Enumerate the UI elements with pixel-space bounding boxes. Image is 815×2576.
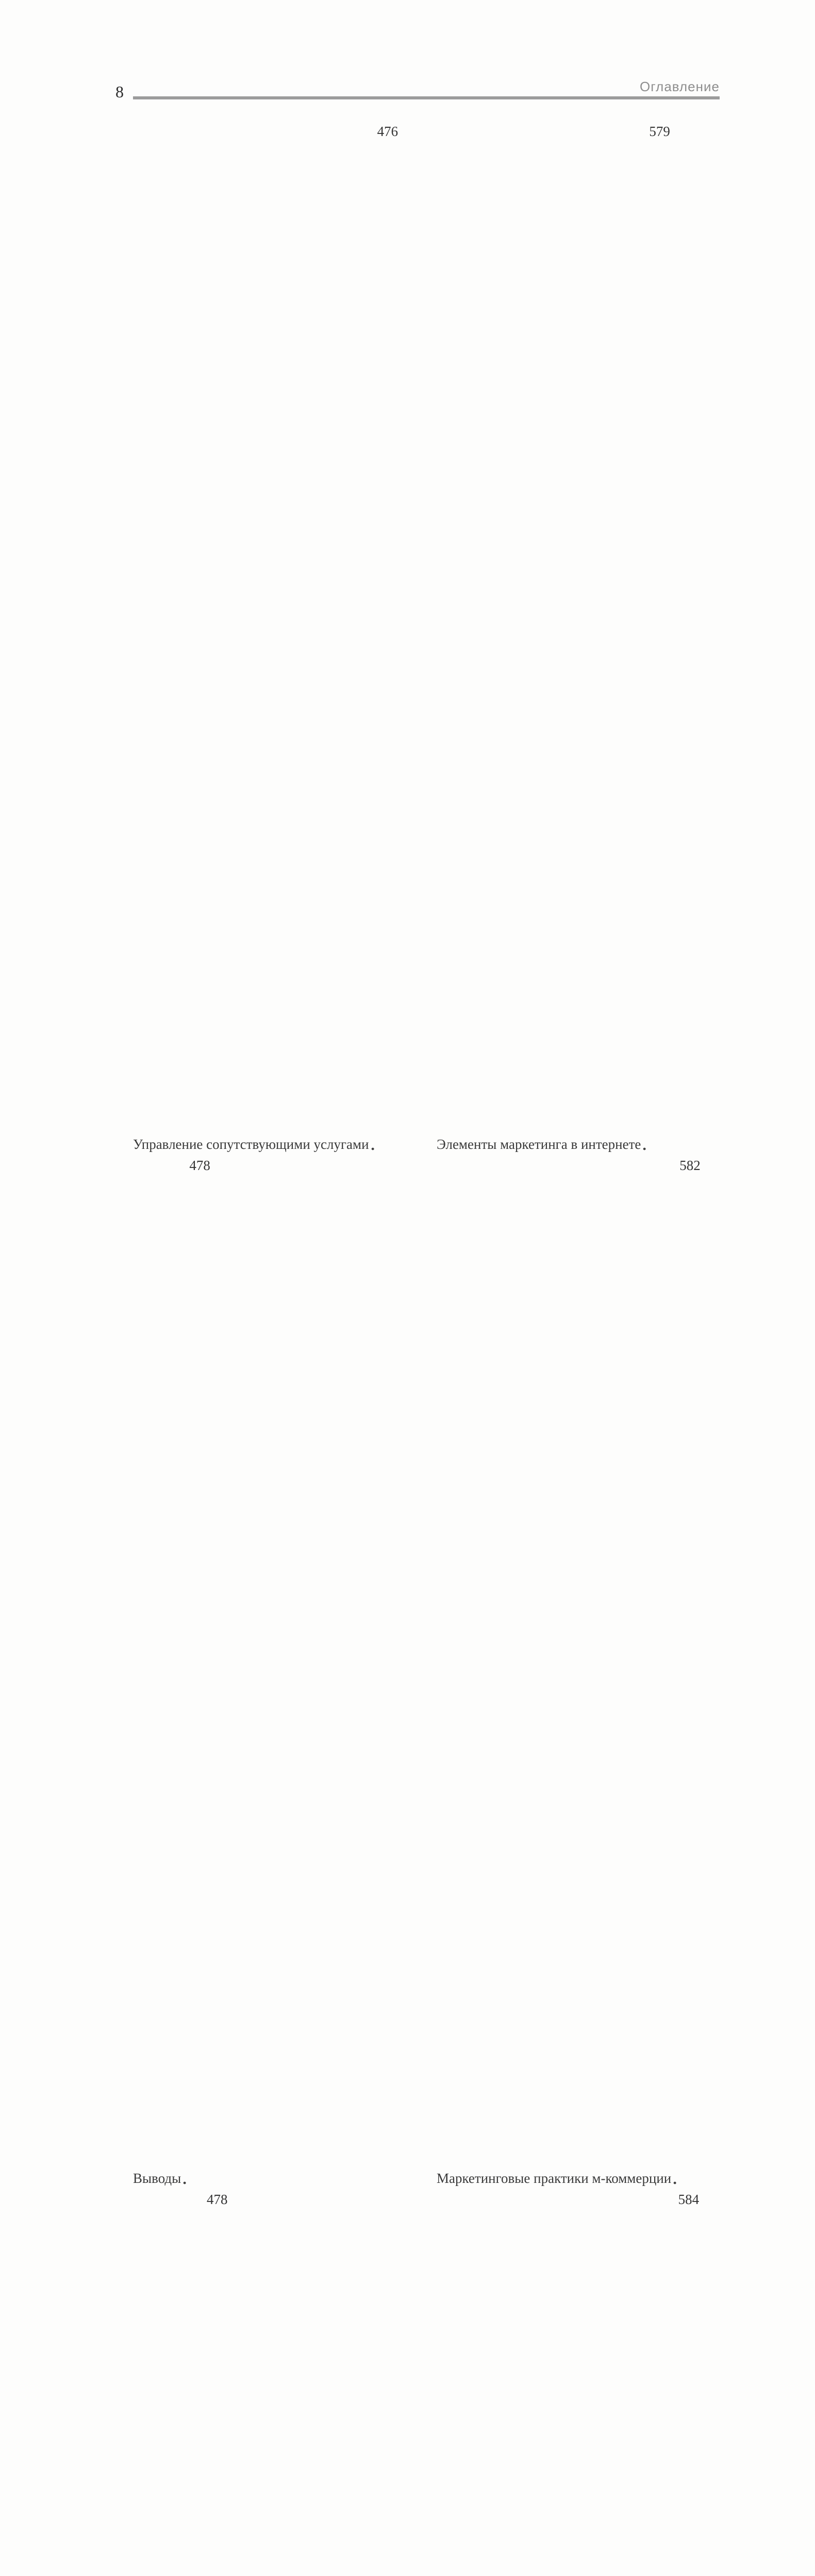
toc-columns bbox=[133, 123, 720, 2576]
toc-entry-last-line bbox=[133, 2191, 415, 2576]
dot-leader bbox=[183, 2181, 188, 2184]
toc-entry-page: 582 bbox=[679, 1158, 701, 1173]
toc-column-left bbox=[133, 123, 415, 2576]
toc-entry-label: Маркетинговые практики м-коммерции bbox=[437, 2171, 672, 2186]
toc-entry-last-line bbox=[133, 1157, 415, 2187]
toc-entry bbox=[133, 123, 415, 1153]
toc-entry-last-line bbox=[437, 123, 720, 1153]
toc-entry-last-line bbox=[437, 1157, 720, 2187]
dot-leader bbox=[673, 2181, 678, 2184]
toc-entry-page: 579 bbox=[649, 124, 670, 139]
toc-entry bbox=[133, 1157, 415, 2187]
toc-entry-label: Выводы bbox=[133, 2171, 181, 2186]
toc-entry-page: 478 bbox=[206, 2192, 228, 2207]
toc-entry-last-line bbox=[437, 2191, 720, 2576]
toc-column-right bbox=[437, 123, 720, 2576]
toc-entry-page: 476 bbox=[377, 124, 398, 139]
toc-entry bbox=[437, 123, 720, 1153]
toc-entry bbox=[437, 1157, 720, 2187]
dot-leader bbox=[643, 1147, 648, 1150]
toc-entry bbox=[133, 2191, 415, 2576]
folio-page-number: 8 bbox=[115, 82, 124, 101]
dot-leader bbox=[371, 1147, 376, 1150]
header-rule bbox=[133, 96, 720, 99]
toc-entry-label: Управление сопутствующими услугами bbox=[133, 1137, 369, 1152]
toc-entry-last-line bbox=[133, 123, 415, 1153]
running-head-title: Оглавление bbox=[640, 79, 720, 94]
toc-entry-page: 478 bbox=[189, 1158, 210, 1173]
toc-entry-label: Элементы маркетинга в интернете bbox=[437, 1137, 641, 1152]
toc-entry bbox=[437, 2191, 720, 2576]
toc-entry-page: 584 bbox=[678, 2192, 700, 2207]
